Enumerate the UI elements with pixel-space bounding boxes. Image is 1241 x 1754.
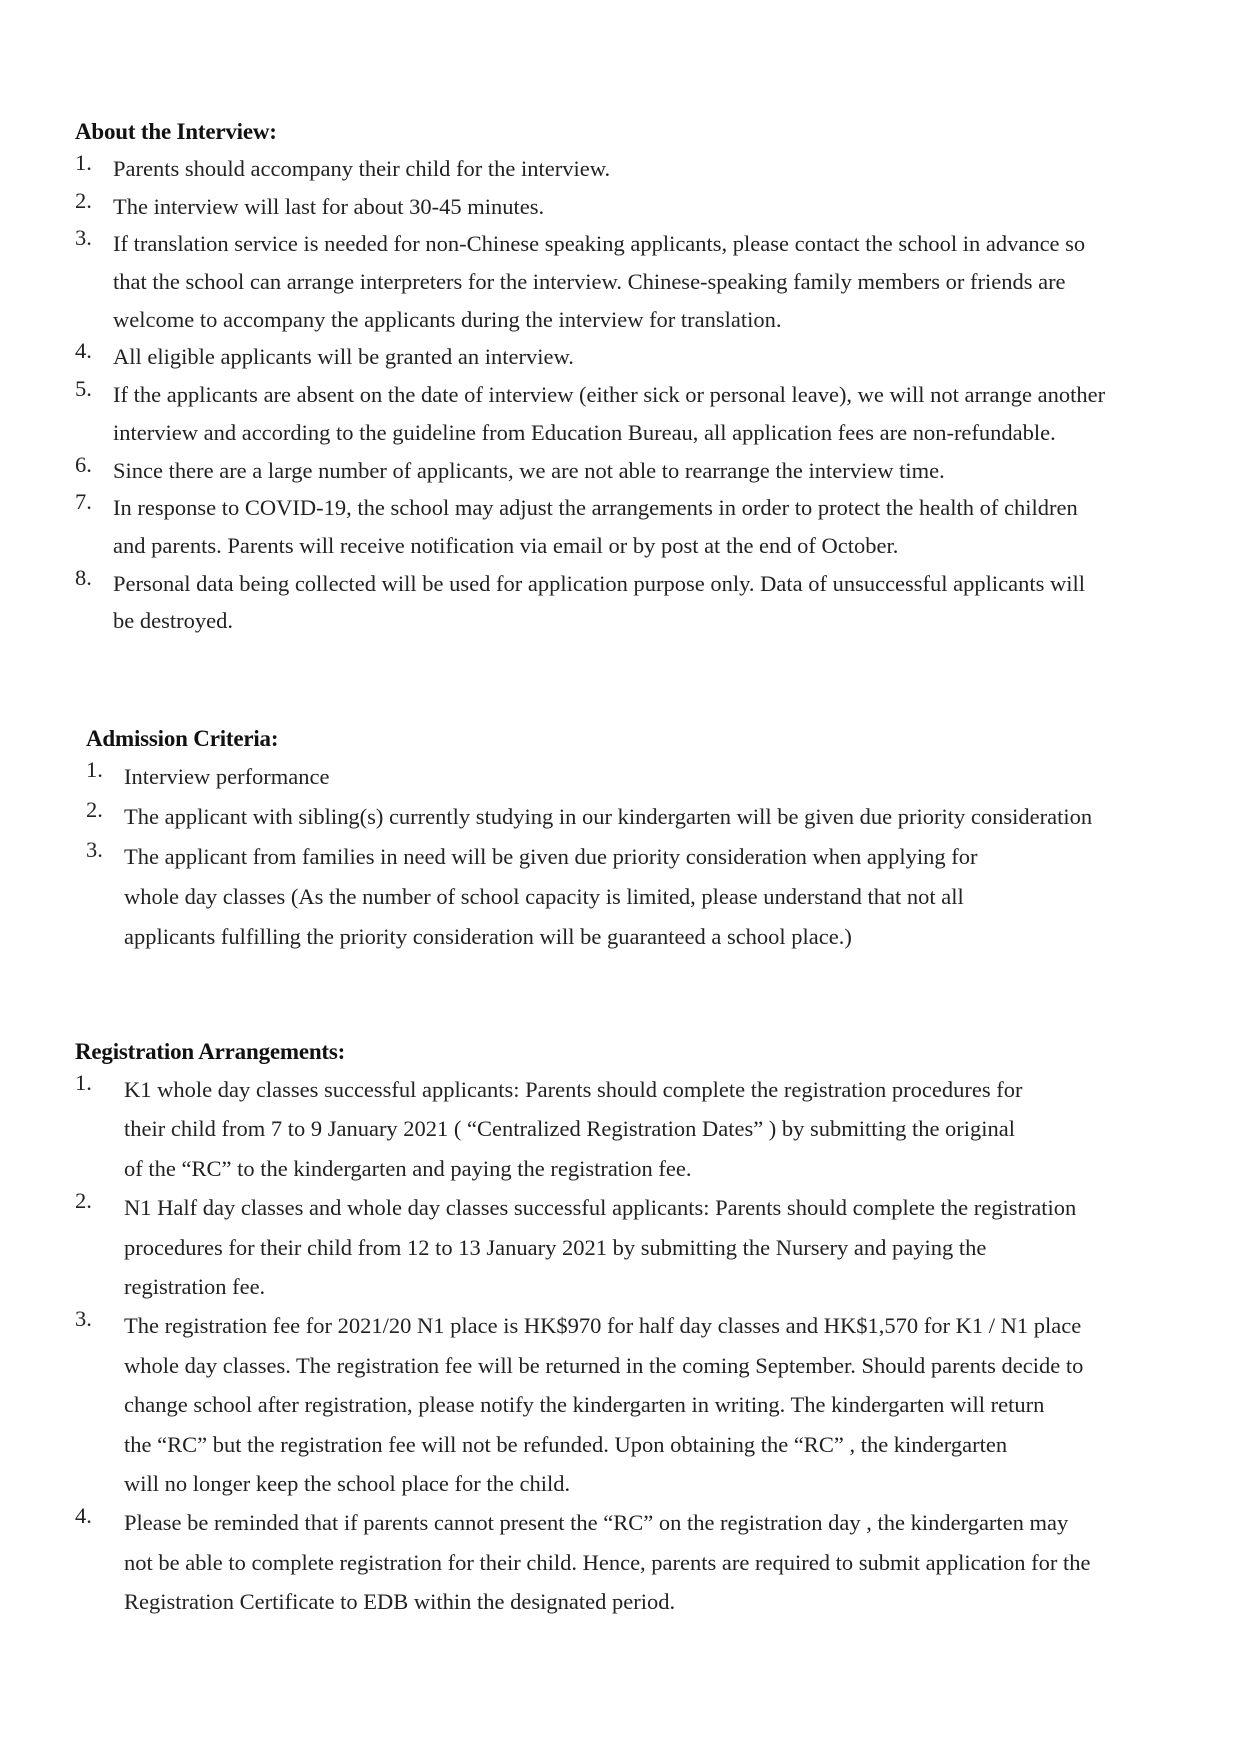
list-item-text-line: Since there are a large number of applicants, we are not able to rearrange the interview time. <box>113 457 945 483</box>
list-item-text-line: All eligible applicants will be granted an interview. <box>113 344 574 370</box>
registration-heading: Registration Arrangements: <box>75 1039 346 1064</box>
list-item <box>75 1188 1091 1306</box>
list-item-text-line: If the applicants are absent on the date of interview (either sick or personal leave), we will not arrange another <box>113 382 1106 408</box>
list-item-text-line: The applicant with sibling(s) currently studying in our kindergarten will be given due priority consideration <box>124 804 1093 829</box>
list-item <box>86 757 1092 797</box>
list-item-text-line: interview and according to the guideline from Education Bureau, all application fees are non-refundable. <box>113 419 1056 445</box>
interview-heading: About the Interview: <box>75 119 277 144</box>
admission-heading: Admission Criteria: <box>86 726 279 751</box>
list-item-number: 2. <box>75 187 92 213</box>
list-item-text-line: and parents. Parents will receive notification via email or by post at the end of October. <box>113 532 899 558</box>
list-item <box>75 489 1105 564</box>
admission-list <box>86 757 1092 957</box>
list-item-text-line: Please be reminded that if parents cannot present the “RC” on the registration day , the kindergarten may <box>124 1510 1069 1536</box>
list-item-text-line: Personal data being collected will be used for application purpose only. Data of unsuccessful applicants will <box>113 570 1086 596</box>
list-item-number: 8. <box>75 564 92 590</box>
interview-section <box>75 114 1105 640</box>
list-item-number: 4. <box>75 338 92 364</box>
list-item-text-line: whole day classes (As the number of school capacity is limited, please understand that not all <box>124 884 964 909</box>
list-item <box>75 565 1105 640</box>
list-item <box>75 225 1105 338</box>
list-item-text-line: The interview will last for about 30-45 minutes. <box>113 193 545 219</box>
list-item-text-line: the “RC” but the registration fee will not be refunded. Upon obtaining the “RC” , the kindergarten <box>124 1431 1008 1457</box>
list-item-text-line: applicants fulfilling the priority consideration will be guaranteed a school place.) <box>124 924 852 949</box>
list-item-text-line: that the school can arrange interpreters for the interview. Chinese-speaking family members or friends are <box>113 269 1066 295</box>
list-item-text-line: welcome to accompany the applicants during the interview for translation. <box>113 306 782 332</box>
list-item-number: 1. <box>75 150 92 175</box>
list-item-text-line: In response to COVID-19, the school may adjust the arrangements in order to protect the health of children <box>113 495 1078 521</box>
list-item-text-line: whole day classes. The registration fee will be returned in the coming September. Should parents decide to <box>124 1352 1084 1378</box>
list-item <box>75 1306 1091 1503</box>
list-item-text-line: change school after registration, please notify the kindergarten in writing. The kindergarten will return <box>124 1392 1045 1418</box>
list-item-number: 2. <box>75 1188 92 1214</box>
list-item-number: 5. <box>75 376 92 402</box>
admission-section <box>86 721 1092 957</box>
list-item-number: 3. <box>75 1306 92 1332</box>
list-item <box>75 1503 1091 1621</box>
registration-list <box>75 1070 1091 1621</box>
list-item-number: 6. <box>75 451 92 477</box>
registration-section <box>75 1034 1091 1621</box>
list-item-number: 7. <box>75 489 92 515</box>
list-item-text-line: Parents should accompany their child for the interview. <box>113 156 611 181</box>
list-item <box>75 452 1105 490</box>
list-item <box>75 376 1105 451</box>
list-item-text-line: of the “RC” to the kindergarten and paying the registration fee. <box>124 1155 692 1181</box>
list-item-text-line: their child from 7 to 9 January 2021 ( “Centralized Registration Dates” ) by submitting the original <box>124 1116 1016 1142</box>
list-item <box>75 150 1105 188</box>
list-item-text-line: Interview performance <box>124 764 330 789</box>
list-item-text-line: The registration fee for 2021/20 N1 place is HK$970 for half day classes and HK$1,570 for K1 / N1 place <box>124 1313 1082 1339</box>
list-item-number: 3. <box>86 837 103 862</box>
list-item-number: 3. <box>75 225 92 251</box>
list-item <box>75 1070 1091 1188</box>
list-item <box>75 338 1105 376</box>
list-item-number: 1. <box>75 1070 92 1095</box>
list-item-number: 1. <box>86 757 103 782</box>
list-item-text-line: be destroyed. <box>113 608 233 634</box>
interview-list <box>75 150 1105 640</box>
list-item-text-line: not be able to complete registration for their child. Hence, parents are required to submit application for the <box>124 1549 1091 1575</box>
list-item-text-line: procedures for their child from 12 to 13 January 2021 by submitting the Nursery and paying the <box>124 1234 987 1260</box>
list-item-number: 2. <box>86 797 103 822</box>
list-item-text-line: will no longer keep the school place for the child. <box>124 1470 571 1496</box>
list-item-text-line: N1 Half day classes and whole day classes successful applicants: Parents should complete the registration <box>124 1195 1077 1221</box>
list-item-number: 4. <box>75 1503 92 1529</box>
list-item-text-line: registration fee. <box>124 1273 266 1299</box>
list-item-text-line: If translation service is needed for non-Chinese speaking applicants, please contact the school in advance so <box>113 231 1086 257</box>
list-item-text-line: K1 whole day classes successful applicants: Parents should complete the registration procedures for <box>124 1077 1023 1102</box>
list-item-text-line: Registration Certificate to EDB within the designated period. <box>124 1589 676 1615</box>
list-item-text-line: The applicant from families in need will be given due priority consideration when applying for <box>124 844 978 869</box>
list-item <box>75 188 1105 226</box>
list-item <box>86 797 1092 837</box>
list-item <box>86 837 1092 957</box>
